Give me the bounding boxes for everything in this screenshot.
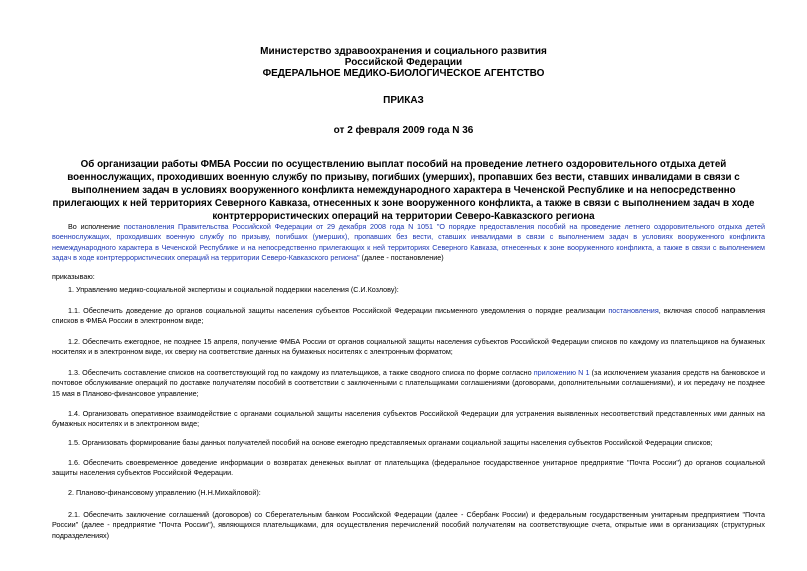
paragraph-1-5: 1.5. Организовать формирование базы данных получателей пособий на основе ежегодно представляемых органами социальной защиты населения субъектов Российской Федерации списков; — [68, 438, 713, 447]
intro-text-before: Во исполнение — [68, 222, 124, 231]
p1-1-text-after: , включая способ направления списков в ФМБА России в электронном виде; — [52, 306, 765, 326]
org-line-ministry: Министерство здравоохранения и социального развития — [260, 46, 547, 57]
paragraph-1-6: 1.6. Обеспечить своевременное доведение информации о возвратах денежных выплат от плательщика (федеральное государственное унитарное предприятие "Почта России") до органов социальной защиты населения субъектов Российской Федерации. — [52, 458, 765, 478]
paragraph-1-2: 1.2. Обеспечить ежегодное, не позднее 15 апреля, получение ФМБА России от органов социальной защиты населения субъектов Российской Федерации списков по каждому из плательщиков на бумажных носителях и в электронном виде, их сверку на соответствие данных на бумажных носителях с электронным форматом; — [52, 337, 765, 357]
intro-text-after: (далее - постановление) — [359, 253, 444, 263]
document-date-number: от 2 февраля 2009 года N 36 — [333, 125, 474, 136]
intro-paragraph — [52, 222, 765, 264]
document-title: Об организации работы ФМБА России по осуществлению выплат пособий на проведение летнего оздоровительного отдыха детей военнослужащих, проходивших военную службу по призыву, погибших (умерших), пропавших без вести, ставших инвалидами в связи с выполнением задач в условиях вооруженного конфликта немеждународного характера в Чеченской Республике и на непосредственно прилегающих к ней территориях Северного Кавказа, отнесенных к зоне вооруженного конфликта, а также в связи с выполнением задач в ходе контртеррористических операций на территории Северо-Кавказского региона — [52, 159, 755, 222]
paragraph-1-3 — [52, 368, 765, 399]
p1-3-text-after: (за исключением указания средств на банковское и почтовое обслуживание операций по доставке получателям пособий в соответствии с заключенными с плательщиками соглашениями (договорами, дополнительными соглашениями), и их передачу не позднее 15 мая в Планово-финансовое управление; — [52, 368, 766, 398]
government-decree-link[interactable]: постановления Правительства Российской Федерации от 29 декабря 2008 года N 1051 "О порядке предоставления пособий на проведение летнего оздоровительного отдыха детей военнослужащих, проходивших военную службу по призыву, погибших (умерших), пропавших без вести, ставших инвалидами в связи с выполнением задач в условиях вооруженного конфликта немеждународного характера в Чеченской Республике и на непосредственно прилегающих к ней территориях Северного Кавказа, отнесенных к зоне вооруженного конфликта, а также в связи с выполнением задач в ходе контртеррористических операций на территории Северо-Кавказского региона" — [52, 222, 765, 263]
paragraph-1-4: 1.4. Организовать оперативное взаимодействие с органами социальной защиты населения субъектов Российской Федерации для устранения выявленных несоответствий представленных ими данных на бумажных носителях и в электронном виде; — [52, 409, 765, 429]
paragraph-1-1 — [52, 306, 765, 327]
paragraph-2-1: 2.1. Обеспечить заключение соглашений (договоров) со Сберегательным банком Российской Федерации (далее - Сбербанк России) и федеральным государственным унитарным предприятием "Почта России" (далее - предприятие "Почта России"), являющихся плательщиками, для осуществления перечислений пособий получателям на соответствующие счета, открытые ими в организациях (структурных подразделениях) — [52, 510, 765, 540]
order-word: приказываю: — [52, 272, 95, 281]
p1-3-text-before: 1.3. Обеспечить составление списков на соответствующий год по каждому из плательщиков, а также сводного списка по форме согласно — [68, 368, 534, 377]
paragraph-2: 2. Планово-финансовому управлению (Н.Н.Михайловой): — [68, 488, 261, 497]
decree-link[interactable]: постановления — [608, 306, 659, 315]
p1-1-text-before: 1.1. Обеспечить доведение до органов социальной защиты населения субъектов Российской Федерации письменного уведомления о порядке реализации — [68, 306, 609, 315]
paragraph-1: 1. Управлению медико-социальной экспертизы и социальной поддержки населения (С.И.Козлову): — [68, 285, 399, 294]
document-type: ПРИКАЗ — [383, 95, 424, 106]
issuing-organization — [0, 46, 807, 79]
org-line-agency: ФЕДЕРАЛЬНОЕ МЕДИКО-БИОЛОГИЧЕСКОЕ АГЕНТСТВО — [262, 68, 545, 79]
org-line-country: Российской Федерации — [344, 57, 463, 68]
appendix-1-link[interactable]: приложению N 1 — [533, 368, 590, 377]
